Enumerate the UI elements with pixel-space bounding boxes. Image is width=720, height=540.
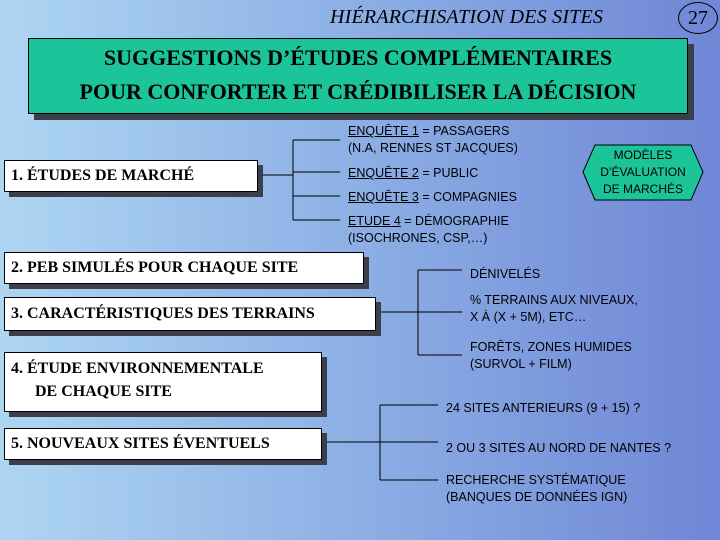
new-sites-item-3-line1: RECHERCHE SYSTÉMATIQUE (446, 473, 626, 487)
study-market-label: 1. ÉTUDES DE MARCHÉ (11, 167, 195, 184)
models-line3: DE MARCHÉS (602, 182, 683, 196)
survey-3-text: = COMPAGNIES (418, 190, 517, 204)
study-environment-line2: DE CHAQUE SITE (35, 383, 172, 400)
terrain-item-2-line2: X À (X + 5M), ETC… (470, 310, 587, 324)
terrain-item-3-line1: FORÊTS, ZONES HUMIDES (470, 340, 632, 354)
main-title-line1: SUGGESTIONS D’ÉTUDES COMPLÉMENTAIRES (103, 45, 613, 70)
main-title (28, 38, 688, 114)
study-4 (348, 213, 509, 247)
study-terrain-box (4, 297, 376, 331)
terrain-item-2-line1: % TERRAINS AUX NIVEAUX, (470, 293, 638, 307)
new-sites-item-2: 2 OU 3 SITES AU NORD DE NANTES ? (446, 441, 672, 455)
page-number: 27 (678, 2, 718, 34)
survey-2 (348, 165, 478, 182)
study-environment-box (4, 352, 322, 412)
survey-1-line2: (N.A, RENNES ST JACQUES) (348, 141, 518, 155)
models-line1: MODÈLES (613, 148, 673, 162)
study-new-sites-box (4, 428, 322, 460)
new-sites-item-1: 24 SITES ANTERIEURS (9 + 15) ? (446, 401, 641, 415)
study-4-label: ETUDE 4 (348, 214, 401, 228)
study-peb-box (4, 252, 364, 284)
main-title-line2: POUR CONFORTER ET CRÉDIBILISER LA DÉCISION (79, 79, 637, 104)
survey-3-label: ENQUÊTE 3 (348, 190, 419, 204)
survey-3 (348, 189, 517, 206)
survey-2-text: = PUBLIC (418, 166, 479, 180)
terrain-item-3 (470, 339, 632, 373)
new-sites-item-3-line2: (BANQUES DE DONNÉES IGN) (446, 490, 628, 504)
models-line2: D’ÉVALUATION (600, 165, 686, 179)
survey-2-label: ENQUÊTE 2 (348, 166, 419, 180)
study-new-sites-label: 5. NOUVEAUX SITES ÉVENTUELS (11, 435, 270, 452)
terrain-item-3-line2: (SURVOL + FILM) (470, 357, 572, 371)
study-environment-line1: 4. ÉTUDE ENVIRONNEMENTALE (11, 360, 264, 377)
new-sites-item-3 (446, 472, 627, 506)
survey-1-label: ENQUÊTE 1 (348, 124, 419, 138)
study-4-text: = DÉMOGRAPHIE (400, 214, 509, 228)
terrain-item-1: DÉNIVELÉS (470, 267, 541, 281)
survey-1 (348, 123, 518, 157)
study-market-box (4, 160, 258, 192)
survey-1-text: = PASSAGERS (418, 124, 510, 138)
terrain-item-2 (470, 292, 638, 326)
study-terrain-label: 3. CARACTÉRISTIQUES DES TERRAINS (11, 305, 315, 322)
study-4-line2: (ISOCHRONES, CSP,…) (348, 231, 488, 245)
study-peb-label: 2. PEB SIMULÉS POUR CHAQUE SITE (11, 259, 299, 276)
models-label (586, 147, 700, 198)
section-title: HIÉRARCHISATION DES SITES (330, 6, 604, 28)
